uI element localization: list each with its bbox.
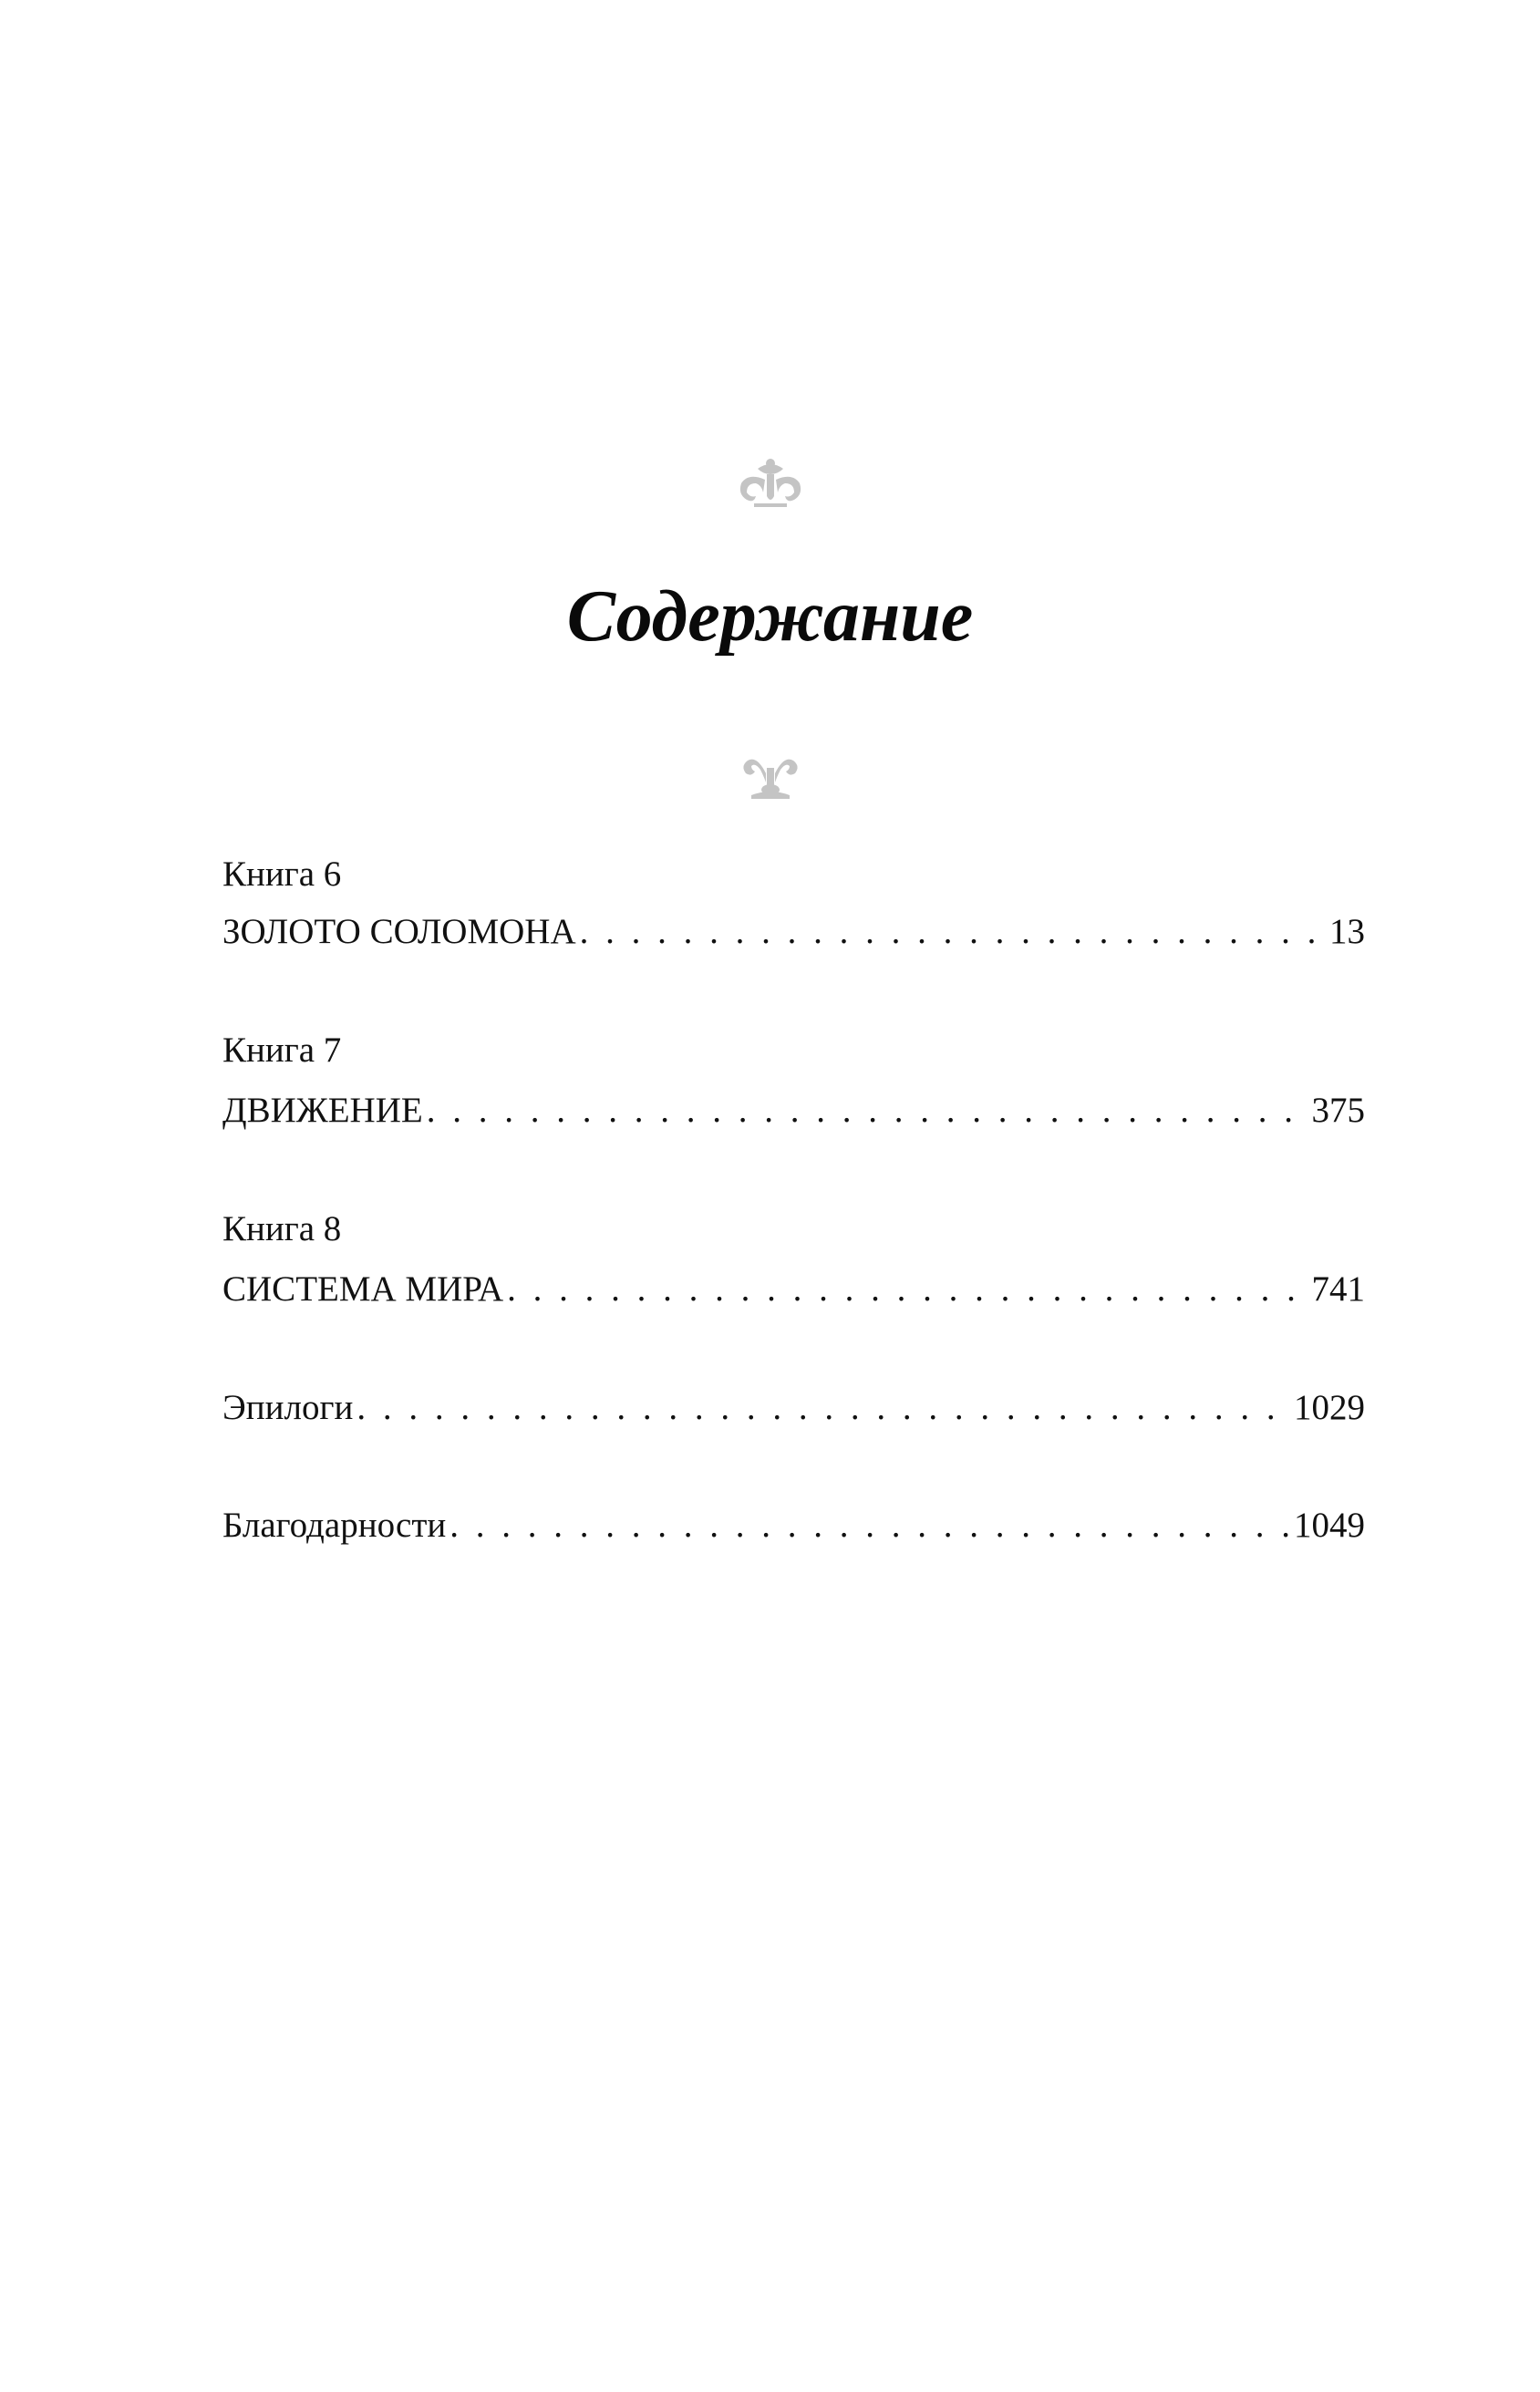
- leader-dots: [507, 1268, 1307, 1311]
- page-title: Содержание: [566, 576, 974, 657]
- toc-entry-sistema-mira[interactable]: [222, 1268, 1365, 1311]
- top-ornament-icon: [736, 456, 805, 517]
- book-label: Книга 7: [222, 1030, 342, 1070]
- entry-title: ДВИЖЕНИЕ: [222, 1091, 423, 1130]
- page-number: 13: [1329, 912, 1365, 951]
- toc-entry-epilogi[interactable]: [222, 1386, 1365, 1430]
- leader-dots: [580, 910, 1326, 954]
- toc-entry-zoloto-solomona[interactable]: [222, 910, 1365, 954]
- book-label: Книга 6: [222, 854, 342, 894]
- page-number: 741: [1311, 1269, 1365, 1309]
- entry-title: ЗОЛОТО СОЛОМОНА: [222, 912, 576, 951]
- toc-entry-dvizhenie[interactable]: [222, 1089, 1365, 1133]
- entry-title: Эпилоги: [222, 1388, 354, 1427]
- book-7-label: [222, 1029, 1365, 1072]
- leader-dots: [357, 1386, 1290, 1430]
- leader-dots: [450, 1504, 1290, 1548]
- entry-title: СИСТЕМА МИРА: [222, 1269, 504, 1309]
- page-number: 375: [1311, 1091, 1365, 1130]
- toc-entry-blagodarnosti[interactable]: [222, 1504, 1365, 1548]
- bottom-ornament-icon: [739, 746, 802, 807]
- page-number: 1029: [1294, 1388, 1365, 1427]
- book-8-label: [222, 1207, 1365, 1251]
- book-6-label: [222, 853, 1365, 896]
- page-number: 1049: [1294, 1506, 1365, 1545]
- book-label: Книга 8: [222, 1209, 342, 1248]
- leader-dots: [427, 1089, 1308, 1133]
- entry-title: Благодарности: [222, 1506, 447, 1545]
